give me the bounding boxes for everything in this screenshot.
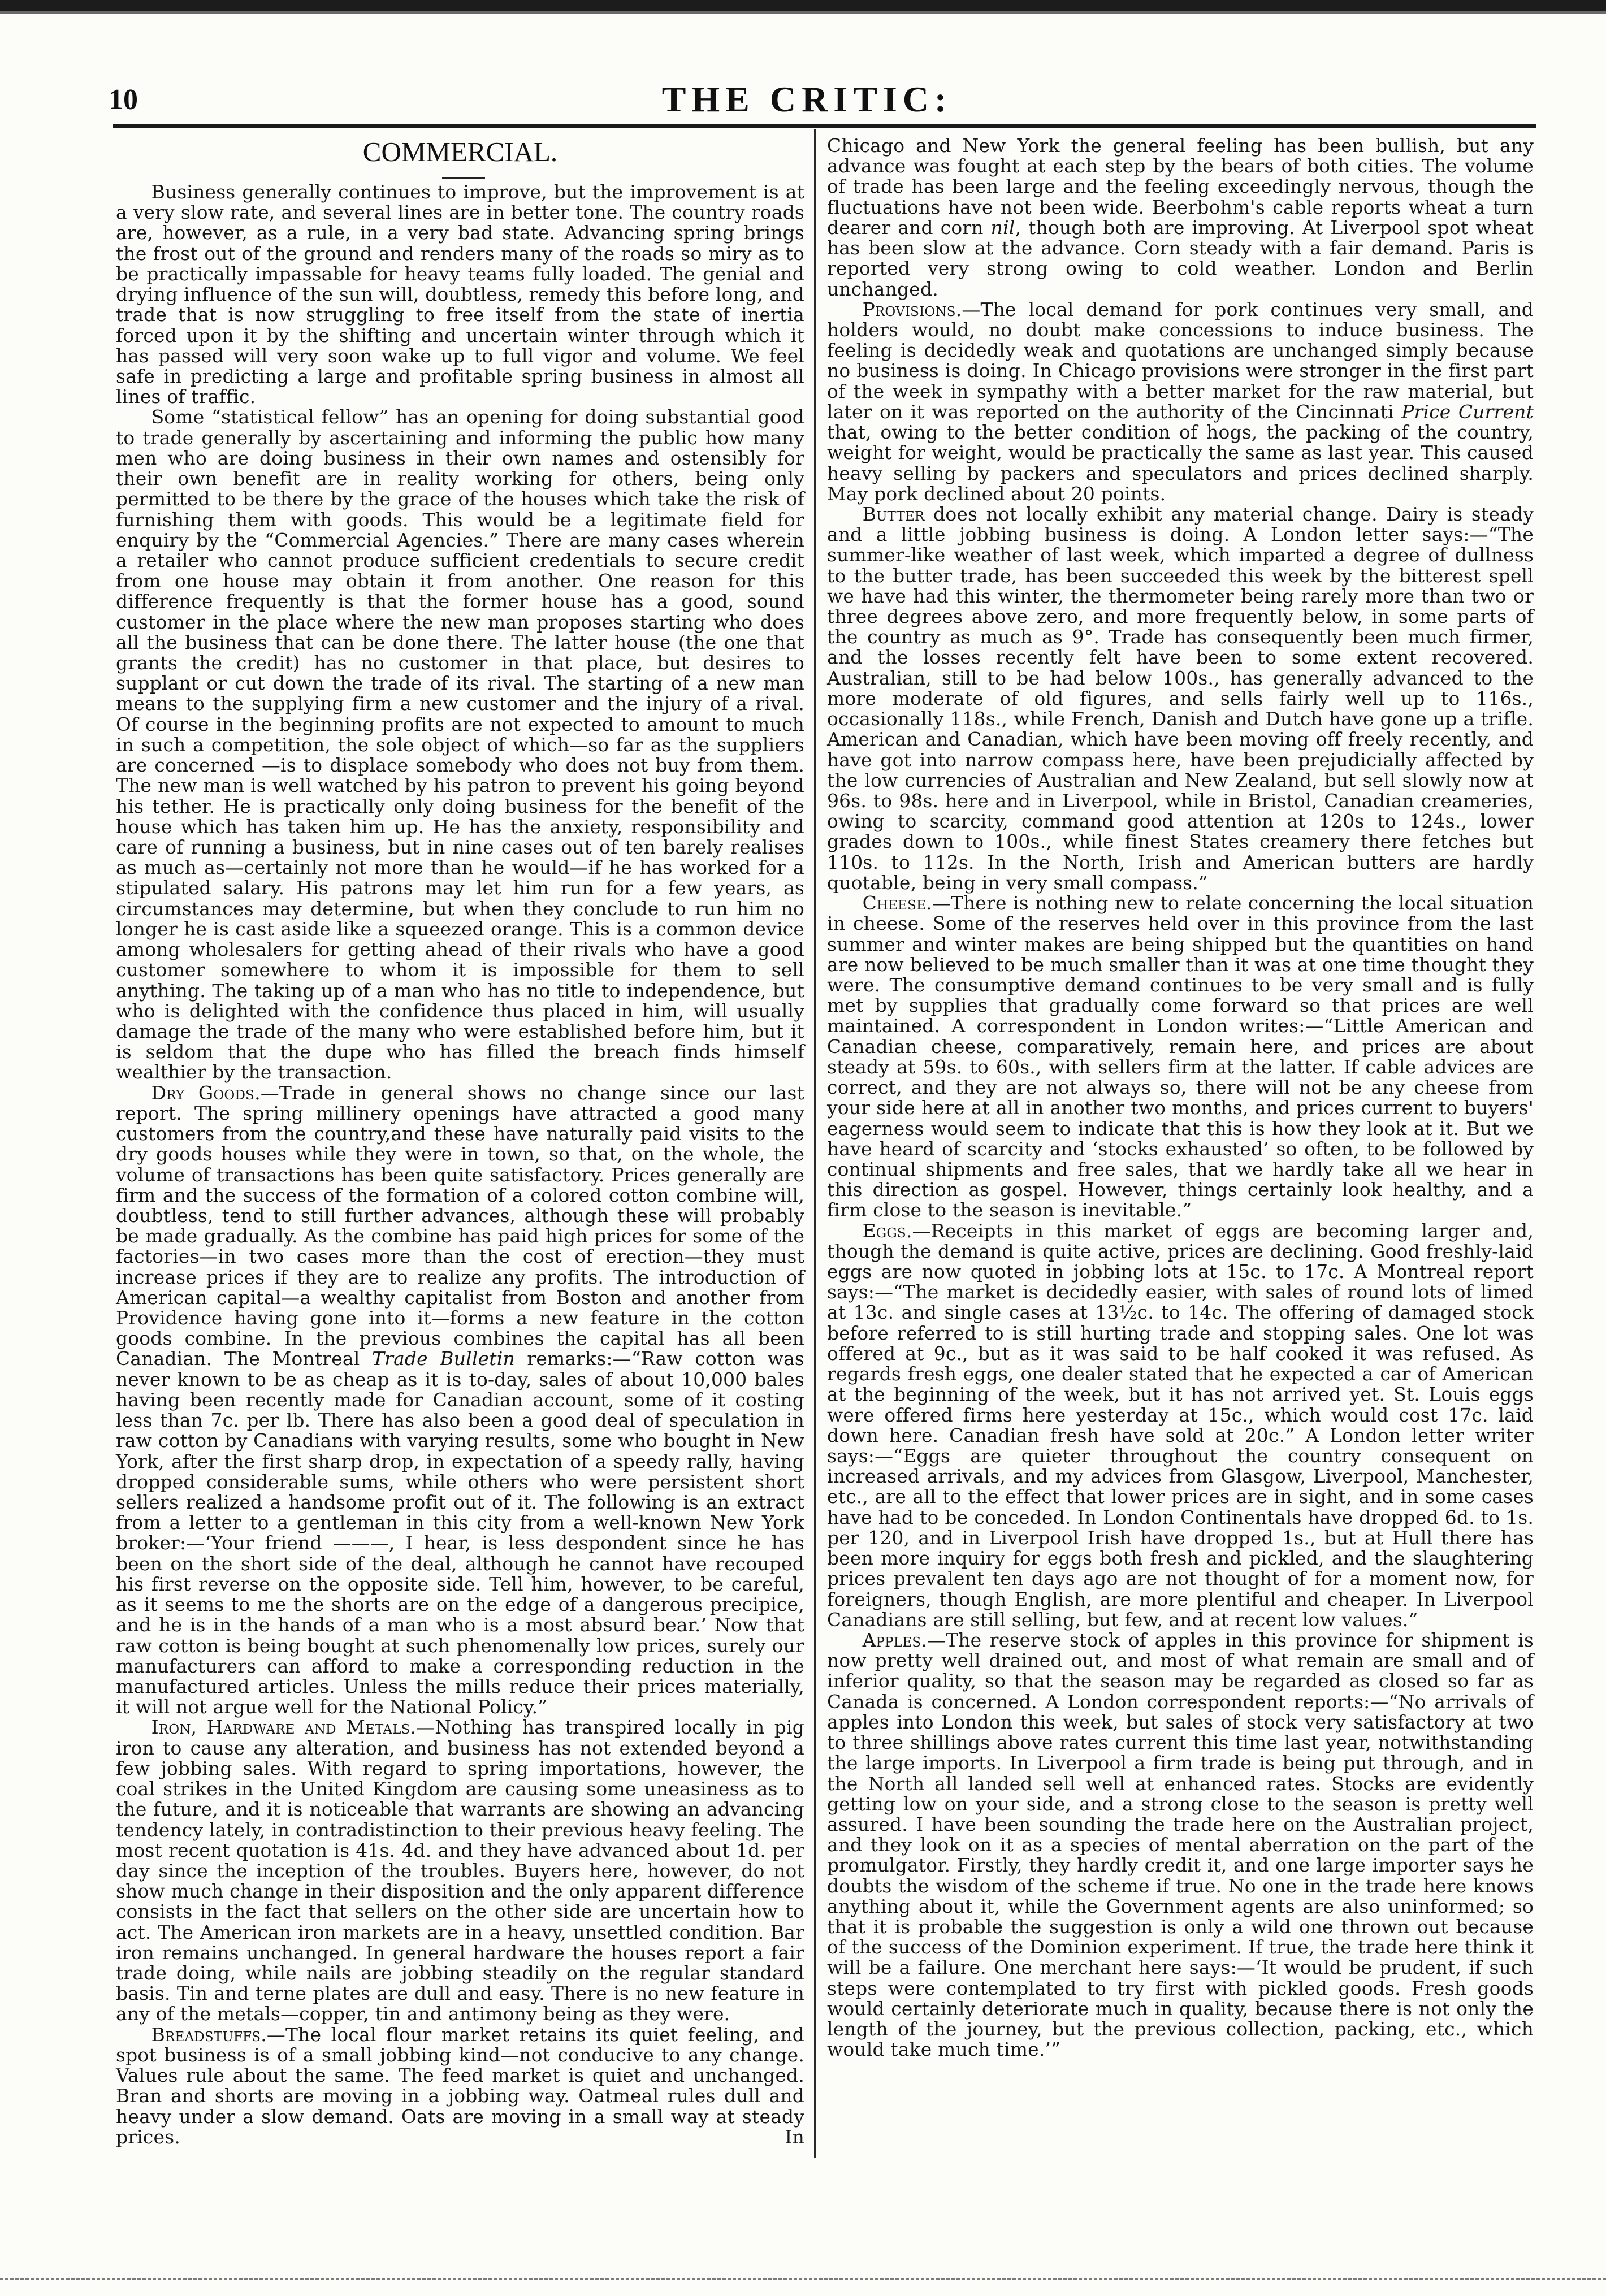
- paragraph-text: that, owing to the better condition of hogs, the packing of the country, weight for weight, would be practically the same as last year. This caused heavy selling by packers and speculators and prices declined sharply. May pork declined about 20 points.: [827, 421, 1534, 505]
- paragraph-text: Business generally continues to improve, but the improvement is at a very slow rate, and several lines are in better tone. The country roads are, however, as a rule, in a very bad state. Advancing spring brings the frost out of the ground and renders many of the roads so miry as to be practically impassable for heavy teams fully loaded. The genial and drying influence of the sun will, doubtless, remedy this before long, and trade that is now struggling to free itself from the state of inertia forced upon it by the shifting and uncertain winter through which it has passed will very soon wake up to full vigor and volume. We feel safe in predicting a large and profitable spring business in almost all lines of traffic.: [116, 181, 804, 408]
- paragraph-text: Nothing has transpired locally in pig iron to cause any alteration, and business has not extended beyond a few jobbing sales. With regard to spring importations, however, the coal strikes in the United Kingdom are causing some uneasiness as to the future, and it is noticeable that warrants are showing an advancing tendency lately, in contradistinction to their previous heavy feeling. The most recent quotation is 41s. 4d. and they have advanced about 1d. per day since the inception of the troubles. Buyers here, however, do not show much change in their disposition and the only apparent difference consists in the fact that sellers on the other side are uncertain how to act. The American iron markets are in a heavy, unsettled condition. Bar iron remains unchanged. In general hardware the houses report a fair trade doing, while nails are jobbing steadily on the regular standard basis. Tin and terne plates are dull and easy. There is no new feature in any of the metals—copper, tin and antimony being as they were.: [116, 1716, 805, 2025]
- section-lead: Eggs.—: [862, 1219, 931, 1242]
- column-divider: [814, 129, 816, 2158]
- paragraph: [827, 1630, 1534, 2060]
- paragraph: [827, 1221, 1534, 1630]
- left-column: [116, 182, 804, 2147]
- paragraph: [827, 504, 1534, 893]
- italic-text: Trade Bulletin: [372, 1348, 515, 1370]
- paragraph: [827, 136, 1534, 300]
- paragraph-text: The local flour market retains its quiet feeling, and spot business is of a small jobbing kind—not conducive to any change. Values rule about the same. The feed market is quiet and unchanged. Bran and shorts are moving in a jobbing way. Oatmeal rules dull and heavy under a slow demand. Oats are moving in a small way at steady prices. In: [116, 2023, 804, 2148]
- paragraph: [827, 300, 1534, 504]
- paragraph-text: , though both are improving. At Liverpool spot wheat has been slow at the advance. Corn steady with a fair demand. Paris is reported very strong owing to cold weather. London and Berlin unchanged.: [827, 216, 1534, 300]
- header-rule: [113, 124, 1536, 128]
- paragraph: [116, 1083, 804, 1718]
- paragraph-text: does not locally exhibit any material change. Dairy is steady and a little jobbing business is doing. A London letter says:—“The summer-like weather of last week, which imparted a degree of dullness to the butter trade, has been succeeded this week by the bitterest spell we have had this winter, the thermometer being rarely more than two or three degrees above zero, and more frequently below, in some parts of the country as much as 9°. Trade has consequently been much firmer, and the losses recently felt have been to some extent recovered. Australian, still to be had below 100s., has generally advanced to the more moderate of old figures, and sells fairly well up to 116s., occasionally 118s., while French, Danish and Dutch have gone up a trifle. American and Canadian, which have been moving off freely recently, and have got into narrow compass here, have been prejudicially affected by the low currencies of Australian and New Zealand, but sell slowly now at 96s. to 98s. here and in Liverpool, while in Bristol, Canadian creameries, owing to scarcity, command good attention at 120s to 124s., lower grades down to 100s., while finest States creamery there fetches but 110s. to 112s. In the North, Irish and American butters are hardly quotable, being in very small compass.”: [827, 502, 1534, 894]
- section-lead: Butter: [862, 502, 925, 525]
- section-heading: COMMERCIAL.: [362, 136, 558, 167]
- section-lead: Provisions.—: [862, 298, 981, 320]
- scan-bottom-edge: [0, 2278, 1606, 2280]
- page-number: 10: [109, 84, 138, 116]
- paragraph: [116, 407, 804, 1082]
- right-column: [827, 136, 1534, 2060]
- paragraph: [827, 893, 1534, 1221]
- top-border-rule: [0, 0, 1606, 11]
- paragraph-text: The reserve stock of apples in this province for shipment is now pretty well drained out, and most of what remain are small and of inferior quality, so that the season may be regarded as closed so far as Canada is concerned. A London correspondent reports:—“No arrivals of apples into London this week, but sales of stock very satisfactory at two to three shillings above rates current this time last year, notwithstanding the large imports. In Liverpool a firm trade is being put through, and in the North all landed sell well at enhanced rates. Stocks are evidently getting low on your side, and a strong close to the season is pretty well assured. I have been sounding the trade here on the Australian project, and they look on it as a species of mental aberration on the part of the promulgator. Firstly, they hardly credit it, and one large importer says he doubts the wisdom of the scheme if true. No one in the trade here knows anything about it, while the Government agents are also uninformed; so that it is probable the suggestion is only a wild one thrown out because of the success of the Dominion experiment. If true, the trade here think it will be a failure. One merchant here says:—‘It would be prudent, if such steps were contemplated to try first with pickled goods. Fresh goods would certainly deteriorate much in quality, because there is not only the length of the journey, but the previous collection, packing, etc., which would take much time.’”: [827, 1628, 1534, 2061]
- paragraph-text: Trade in general shows no change since our last report. The spring millinery openings have attracted a good many customers from the country,and these have naturally paid visits to the dry goods houses while they were in town, so that, on the whole, the volume of transactions has been quite satisfactory. Prices generally are firm and the success of the formation of a colored cotton combine will, doubtless, tend to still further advances, although these will probably be made gradually. As the combine has paid high prices for some of the factories—in two cases more than the cost of erection—they must increase prices if they are to realize any profits. The introduction of American capital—a wealthy capitalist from Boston and another from Providence having gone into it—forms a new feature in the cotton goods combine. In the previous combines the capital has all been Canadian. The Montreal: [116, 1081, 804, 1370]
- section-lead: Dry Goods.—: [151, 1081, 279, 1104]
- paragraph-text: Some “statistical fellow” has an opening for doing substantial good to trade generally by ascertaining and informing the public how many men who are doing business in their own names and ostensibly for their own benefit are in reality working for others, being only permitted to be there by the grace of the houses which take the risk of furnishing them with goods. This would be a legitimate field for enquiry by the “Commercial Agencies.” There are many cases wherein a retailer who cannot produce sufficient credentials to secure credit from one house may obtain it from another. One reason for this difference frequently is that the former house has a good, sound customer in the place where the new man proposes starting who does all the business that can be done there. The latter house (the one that grants the credit) has no customer in that place, but desires to supplant or cut down the trade of its rival. The starting of a new man means to the supplying firm a new customer and the injury of a rival. Of course in the beginning profits are not expected to amount to much in such a competition, the sole object of which—so far as the suppliers are concerned —is to displace somebody who does not buy from them. The new man is well watched by his patron to prevent his going beyond his tether. He is practically only doing business for the benefit of the house which has taken him up. He has the anxiety, responsibility and care of running a business, but in nine cases out of ten barely realises as much as—certainly not more than he would—if he has worked for a stipulated salary. His patrons may let him run for a few years, as circumstances may determine, but when they conclude to run him no longer he is cast aside like a squeezed orange. This is a common device among wholesalers for getting ahead of their rivals who have a good customer somewhere to whom it is impossible for them to sell anything. The taking up of a man who has no title to independence, but who is delighted with the confidence thus placed in him, will usually damage the trade of the many who were established before him, but it is seldom that the dupe who has filled the breach finds himself wealthier by the transaction.: [116, 406, 804, 1084]
- heading-rule: [442, 177, 485, 179]
- paragraph: [116, 182, 804, 407]
- section-lead: Breadstuffs.—: [151, 2023, 286, 2046]
- paragraph: [116, 2025, 804, 2147]
- italic-text: nil: [990, 216, 1015, 239]
- paragraph-text: The local demand for pork continues very small, and holders would, no doubt make concessions to induce business. The feeling is decidedly weak and quotations are unchanged simply because no business is doing. In Chicago provisions were stronger in the first part of the week in sympathy with a better market for the raw material, but later on it was reported on the authority of the Cincinnati: [827, 298, 1534, 423]
- section-lead: Iron, Hardware and Metals.—: [151, 1716, 435, 1739]
- publication-title: THE CRITIC:: [661, 79, 953, 119]
- section-lead: Apples.—: [862, 1628, 946, 1651]
- paragraph-text: Receipts in this market of eggs are becoming larger and, though the demand is quite active, prices are declining. Good freshly-laid eggs are now quoted in jobbing lots at 15c. to 17c. A Montreal report says:—“The market is decidedly easier, with sales of round lots of limed at 13c. and single cases at 13½c. to 14c. The offering of damaged stock before referred to is still hurting trade and stopping sales. One lot was offered at 9c., but as it was said to be half cooked it was refused. As regards fresh eggs, one dealer stated that he expected a car of American at the beginning of the week, but it has not arrived yet. St. Louis eggs were offered firms here yesterday at 15c., which would cost 17c. laid down here. Canadian fresh have sold at 20c.” A London letter writer says:—“Eggs are quieter throughout the country consequent on increased arrivals, and my advices from Glasgow, Liverpool, Manchester, etc., are all to the effect that lower prices are in sight, and in some cases have had to be conceded. In London Continentals have dropped 6d. to 1s. per 120, and in Liverpool Irish have dropped 1s., but at Hull there has been more inquiry for eggs both fresh and pickled, and the slaughtering prices prevalent ten days ago are not thought of for a moment now, for foreigners, though English, are more plentiful and cheaper. In Liverpool Canadians are still selling, but few, and at recent low values.”: [827, 1219, 1534, 1631]
- paragraph: [116, 1717, 804, 2024]
- paragraph-text: There is nothing new to relate concerning the local situation in cheese. Some of the reserves held over in this province from the last summer and winter makes are being shipped but the quantities on hand are now believed to be much smaller than it was at one time thought they were. The consumptive demand continues to be very small and is fully met by supplies that gradually come forward so that prices are well maintained. A correspondent in London writes:—“Little American and Canadian cheese, comparatively, remain here, and prices are about steady at 59s. to 60s., with sellers firm at the latter. If cable advices are correct, and they are not always so, there will not be any cheese from your side here at all in another two months, and prices current to buyers' eagerness would seem to indicate that this is how they look at it. But we have heard of scarcity and ‘stocks exhausted’ so often, to be followed by continual shipments and free sales, that we hardly take all we hear in this direction as gospel. However, things certainly look healthy, and a firm close to the season is inevitable.”: [827, 892, 1534, 1221]
- paragraph-text: remarks:—“Raw cotton was never known to be as cheap as it is to-day, sales of about 10,000 bales having been recently made for Canadian account, some of it costing less than 7c. per lb. There has also been a good deal of speculation in raw cotton by Canadians with varying results, some who bought in New York, after the first sharp drop, in expectation of a speedy rally, having dropped considerable sums, while others who were persistent short sellers realized a handsome profit out of it. The following is an extract from a letter to a gentleman in this city from a well-known New York broker:—‘Your friend ———, I hear, is less despondent since he has been on the short side of the deal, although he cannot have recouped his first reverse on the opposite side. Tell him, however, to be careful, as it seems to me the shorts are on the edge of a dangerous precipice, and he is in the hands of a man who is a most absurd bear.’ Now that raw cotton is being bought at such phenomenally low prices, surely our manufacturers can afford to make a corresponding reduction in the manufactured articles. Unless the mills reduce their prices materially, it will not argue well for the National Policy.”: [116, 1348, 804, 1718]
- section-lead: Cheese.—: [862, 892, 951, 915]
- paragraph-text: Chicago and New York the general feeling has been bullish, but any advance was fought at each step by the bears of both cities. The volume of trade has been large and the feeling exceedingly nervous, though the fluctuations have not been wide. Beerbohm's cable reports wheat a turn dearer and corn: [827, 135, 1534, 239]
- top-border-shadow: [0, 11, 1606, 14]
- italic-text: Price Current: [1401, 400, 1534, 423]
